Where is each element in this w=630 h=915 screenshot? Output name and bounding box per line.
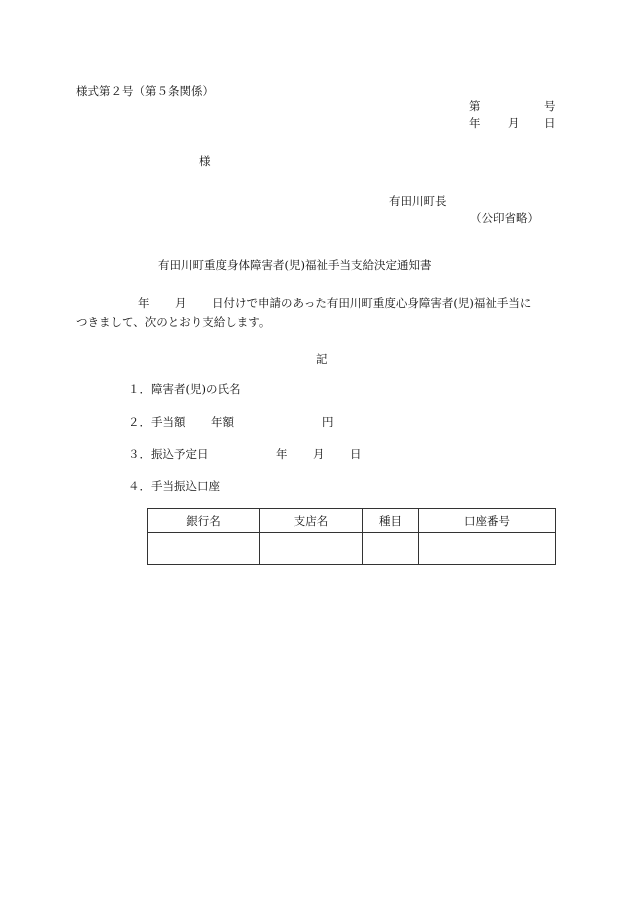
cell-branch-name [260,533,363,565]
body-year: 年 [138,296,150,310]
item-4-label: 手当振込口座 [151,479,220,493]
item-1-num: １． [128,382,151,396]
cell-account-type [363,533,419,565]
item-2-sub: 年額 [211,415,234,429]
body-month: 月 [175,296,187,310]
cell-bank-name [148,533,260,565]
date-day: 日 [544,116,556,130]
item-2-num: ２． [128,415,151,429]
body-line1: 日付けで申請のあった有田川町重度心身障害者(児)福祉手当に [212,296,532,310]
item-2-label: 手当額 [151,415,186,429]
table-row [148,533,556,565]
cell-account-number [419,533,556,565]
header-account-number: 口座番号 [419,509,556,533]
item-3-label: 振込予定日 [151,447,209,461]
item-3-day: 日 [350,447,362,461]
account-table [147,508,556,565]
item-3-num: ３． [128,447,151,461]
body-line2: つきまして、次のとおり支給します。 [76,315,271,329]
item-4-num: ４． [128,479,151,493]
number-suffix: 号 [544,99,556,113]
date-year: 年 [469,116,481,130]
page-title: 有田川町重度身体障害者(児)福祉手当支給決定通知書 [158,258,432,272]
date-month: 月 [508,116,520,130]
addressee-suffix: 様 [199,154,211,168]
table-header-row [148,509,556,533]
item-2-unit: 円 [322,415,334,429]
item-1-label: 障害者(児)の氏名 [151,382,241,396]
header-branch-name: 支店名 [260,509,363,533]
number-prefix: 第 [469,99,481,113]
header-bank-name: 銀行名 [148,509,260,533]
ki-heading: 記 [316,352,328,366]
item-3-year: 年 [276,447,288,461]
issuer-name: 有田川町長 [389,194,447,208]
item-3-month: 月 [313,447,325,461]
seal-note: （公印省略） [470,211,539,225]
header-account-type: 種目 [363,509,419,533]
form-id: 様式第２号（第５条関係） [76,84,214,98]
